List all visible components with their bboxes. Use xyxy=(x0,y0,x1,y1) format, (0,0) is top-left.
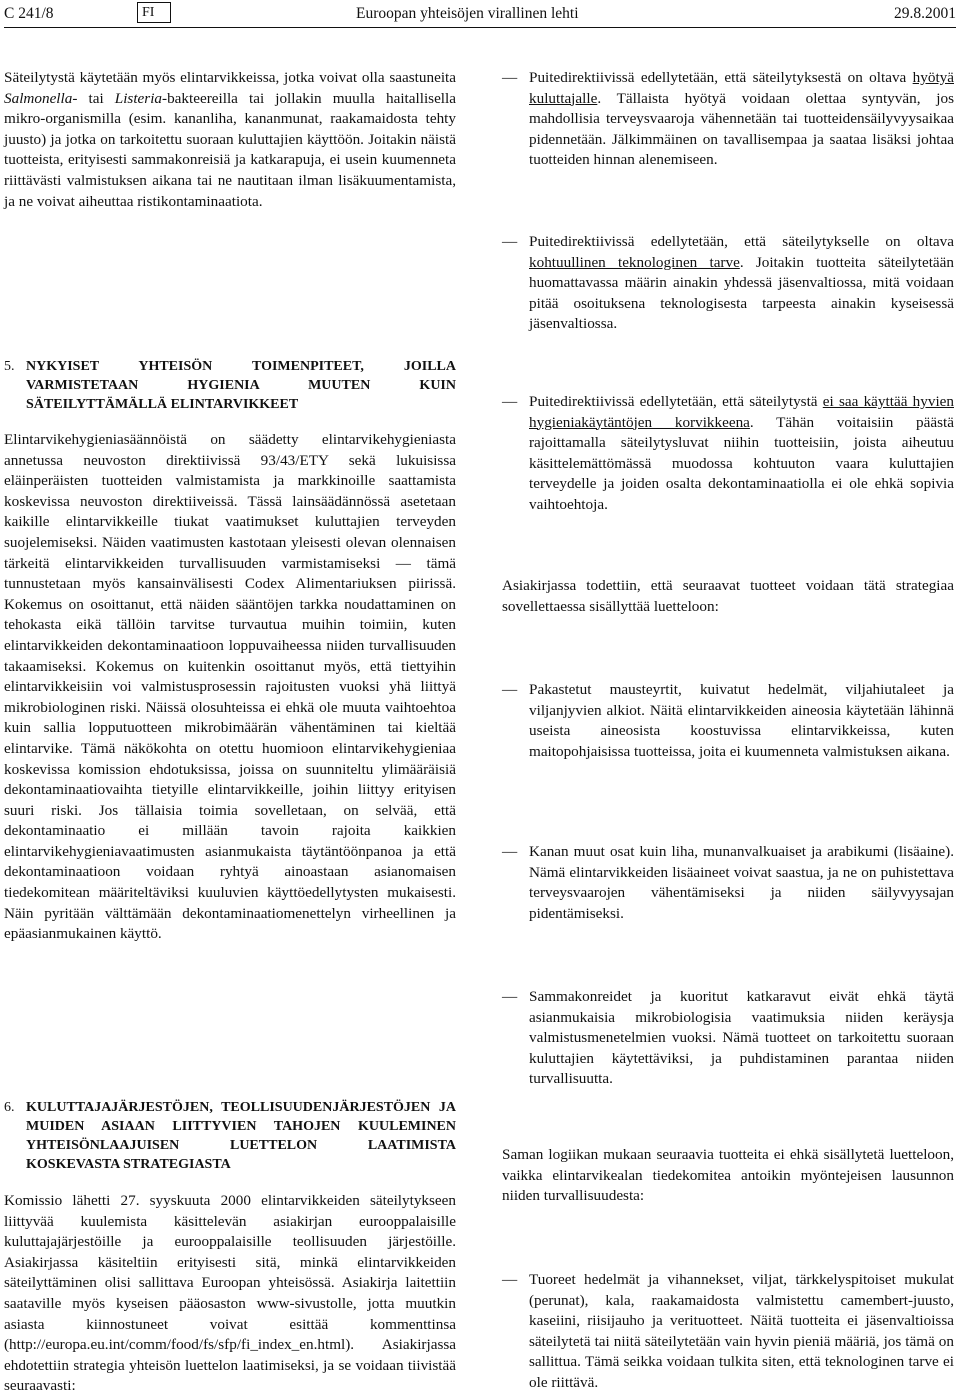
underlined-phrase: kohtuullinen teknologinen tarve xyxy=(529,253,740,271)
intro-text: Säteilytystä käytetään myös elintarvikkeissa, jotka voivat olla saastuneita Salmonella- tai Listeria-bakteereilla tai jollakin muulla haitallisella mikro-organismilla (esim. kananliha, kananmunat, raakamaidosta tehty juusto) ja jotka on tarkoitettu suoraan kuluttajien käyttöön. Joitakin näistä tuotteista, erityisesti sammakonreisiä ja katkarapuja, ei usein kuumenneta riittävästi valmistuksen aikana tai ne nautitaan ilman lisäkuumentamista, ja ne voivat aiheuttaa ristikontaminaatiota. xyxy=(4,69,456,210)
list-item-text: — Tuoreet hedelmät ja vihannekset, viljat, tärkkelyspitoiset mukulat (perunat), kala, raakamaidosta valmistettu camembert-juusto, kaseiini, riisijauho ja verituotteet. Näitä tuotteita ei jäsenvaltioissa säteilytetä tai niitä säteilytetään vain hyvin pieniä määriä, jos tämä on sallittua. Tämä seikka voidaan tulkita siten, että teknologinen tarve ei ole riittävä. xyxy=(502,1271,954,1391)
dash-marker: — xyxy=(502,69,518,86)
condition-hygiene-text: — Puitedirektiivissä edellytetään, että säteilytystä ei saa käyttää hyvien hygieniakäytäntöjen korvikkeena. Tähän voitaisiin päästä rajoittamalla säteilytysluvat niihin tuotteisiin, joista aiheutuu käsittelemättömässä muodossa kohtuuton vaara kuluttajien terveydelle ja joiden osalta dekontaminaatiolla ei ole ehkä sopivia vaihtoehtoja. xyxy=(502,393,954,513)
section-6-title: KULUTTAJAJÄRJESTÖJEN, TEOLLISUUDENJÄRJESTÖJEN JA MUIDEN ASIAAN LIITTYVIEN TAHOJEN KUULEMINEN YHTEISÖNLAAJUISEN LUETTELON LAATIMISTA KOSKEVASTA STRATEGIASTA xyxy=(26,1100,456,1172)
categories-text: Asiakirjassa todettiin, että seuraavat tuotteet voidaan tätä strategiaa sovellettaessa sisällyttää luetteloon: xyxy=(502,577,954,615)
section-6-number: 6. xyxy=(4,1100,15,1115)
intro-paragraph xyxy=(4,68,456,212)
dash-marker: — xyxy=(502,988,518,1005)
list-item-text: — Kanan muut osat kuin liha, munanvalkuaiset ja arabikumi (lisäaine). Nämä elintarvikkeiden lisäaineet voivat saastua, ja ne on puhistettava terveysvaarojen vähentämiseksi ja niiden säilyvyysajan pidentämiseksi. xyxy=(502,843,954,922)
section-6-text: Komissio lähetti 27. syyskuuta 2000 elintarvikkeiden säteilytykseen liittyvää kuulemista käsittelevän asiakirjan eurooppalaisille kuluttajajärjestöille ja eurooppalaisille teollisuuden järjestöille. Asiakirjassa käsiteltiin erityisesti sitä, minkä elintarvikkeiden säteilyttäminen olisi sallittava Euroopan yhteisössä. Asiakirja laitettiin saataville myös kyseisen pääosaston www-sivustolle, jotta muutkin asiasta kiinnostuneet voivat esittää kommenttinsa (http://europa.eu.int/comm/food/fs/sfp/fi_index_en.html). Asiakirjassa ehdotettiin strategia yhteisön luettelon laatimiseksi, ja se voidaan tiivistää seuraavasti: xyxy=(4,1192,456,1395)
underlined-phrase: ei saa käyttää hyvien hygieniakäytäntöjen korvikkeena xyxy=(529,393,954,431)
dash-marker: — xyxy=(502,843,518,860)
condition-hygiene xyxy=(502,392,954,516)
dash-marker: — xyxy=(502,393,518,410)
condition-benefit xyxy=(502,68,954,171)
section-5 xyxy=(4,357,456,414)
page-header xyxy=(0,4,960,26)
section-5-number: 5. xyxy=(4,359,15,374)
condition-need-text: — Puitedirektiivissä edellytetään, että säteilytykselle on oltava kohtuullinen teknologinen tarve. Joitakin tuotteita säteilytetään huomattavassa määrin ainakin yhdessä jäsenvaltiossa, mitä voidaan pitää osoituksena teknologisesta tarpeesta ainakin kyseisessä jäsenvaltiossa. xyxy=(502,233,954,333)
dash-marker: — xyxy=(502,681,518,698)
page-reference: C 241/8 xyxy=(4,5,54,22)
journal-title: Euroopan yhteisöjen virallinen lehti xyxy=(356,5,579,22)
section-6-body xyxy=(4,1191,456,1397)
condition-need xyxy=(502,232,954,335)
list-item xyxy=(502,987,954,1090)
dash-marker: — xyxy=(502,233,518,250)
list-item xyxy=(502,680,954,762)
publication-date: 29.8.2001 xyxy=(894,5,956,22)
list-item-text: — Pakastetut mausteyrtit, kuivatut hedelmät, viljahiutaleet ja viljanjyvien alkiot. Näitä elintarvikkeiden aineosia käytetään lähinnä useista aineosista koostuvissa elintarvikkeissa, kuten maitopohjaisissa tuotteissa, joita ei kuumenneta valmistuksen aikana. xyxy=(502,681,954,760)
section-5-title: NYKYISET YHTEISÖN TOIMENPITEET, JOILLA VARMISTETAAN HYGIENIA MUUTEN KUIN SÄTEILYTTÄMÄLLÄ ELINTARVIKKEET xyxy=(26,359,456,412)
section-5-body xyxy=(4,430,456,945)
header-rule xyxy=(4,27,956,28)
section-6 xyxy=(4,1098,456,1174)
section-5-heading xyxy=(4,357,456,414)
list-item-text: — Sammakonreidet ja kuoritut katkaravut eivät ehkä täytä asianmukaisia mikrobiologisia vaatimuksia niiden keräysja valmistusmenetelmien vuoksi. Nämä tuotteet on tarkoitettu suoraan kuluttajien käytettäviksi, ja puhdistaminen parantaa niiden turvallisuutta. xyxy=(502,988,954,1088)
underlined-phrase: hyötyä kuluttajalle xyxy=(529,69,954,107)
condition-benefit-text: — Puitedirektiivissä edellytetään, että säteilytyksestä on oltava hyötyä kuluttajalle. Tällaista hyötyä voidaan olettaa syntyvän, jos mahdollisia terveysvaaroja vähennetään tai tuotteidensäilyvyysaikaa pidennetään. Jälkimmäinen on tavallisempaa ja saataa lisäksi johtaa tuotteiden hinnan alenemiseen. xyxy=(502,69,954,169)
list-item xyxy=(502,842,954,924)
excluded-text: Saman logiikan mukaan seuraavia tuotteita ei ehkä sisällytetä luetteloon, vaikka elintarvikealan tiedekomitea antoikin myöntejeisen lausunnon niiden turvallisuudesta: xyxy=(502,1146,954,1205)
excluded-paragraph xyxy=(502,1145,954,1207)
dash-marker: — xyxy=(502,1271,518,1288)
categories-paragraph xyxy=(502,576,954,617)
language-badge: FI xyxy=(137,2,171,23)
section-5-text: Elintarvikehygieniasäännöistä on säädetty elintarvikehygieniasta annetussa neuvoston direktiivissä 93/43/ETY sekä lukuisissa eläinperäisten tuotteiden valmistamista ja markkinoille saattamista koskevissa neuvoston direktiiveissä. Tässä lainsäädännössä asetetaan kaikille elintarvikkeille tiukat vaatimukset kuluttajien terveyden suojelemiseksi. Näiden vaatimusten kastotaan yleisesti olevan olennaisen tärkeitä elintarvikkeiden turvallisuuden varmistamiseksi — tämä tunnustetaan myös kansainvälisesti Codex Alimentariuksen piirissä. Kokemus on osoittanut, että näiden sääntöjen tarkka noudattaminen on tehokasta eikä tällöin tarvitse turvautua muihin toimiin, kuten elintarvikkeiden dekontaminaatioon loppuvaiheessa niiden turvallisuuden takaamiseksi. Kokemus on kuitenkin osoittanut myös, että tiettyihin elintarvikkeisiin voi valmistusprosessin rajoitusten vuoksi yhä liittyä mikrobiologinen riski. Näissä olosuhteissa ei ehkä ole muuta vaihtoehtoa kuin sallia lopputuotteen mikrobimäärän vähentäminen tai kieltää elintarvike. Tämä näkökohta on otettu huomioon elintarvikehygieniaa koskevissa komission ehdotuksissa, joissa on suunniteltu ylimääräisiä dekontaminaatiovaihta tietyille elintarvikkeille, joihin liittyy erityisen suuri riski. Jos tällaisia toimia sovelletaan, on selvää, että dekontaminaatio ei millään tavoin rajoita kaikkien elintarvikehygieniavaatimusten asianmukaista täytäntöönpanoa ja että dekontaminaatioon voidaan ryhtyä ainoastaan asianomaisen tiedekomitean määriteltäviksi kuuluvien käyttöedellytysten mukaisesti. Näin pyritään välttämään dekontaminaatiomenettelyn virheellinen ja epäasianmukainen käyttö. xyxy=(4,431,456,943)
section-6-heading xyxy=(4,1098,456,1174)
list-item xyxy=(502,1270,954,1394)
